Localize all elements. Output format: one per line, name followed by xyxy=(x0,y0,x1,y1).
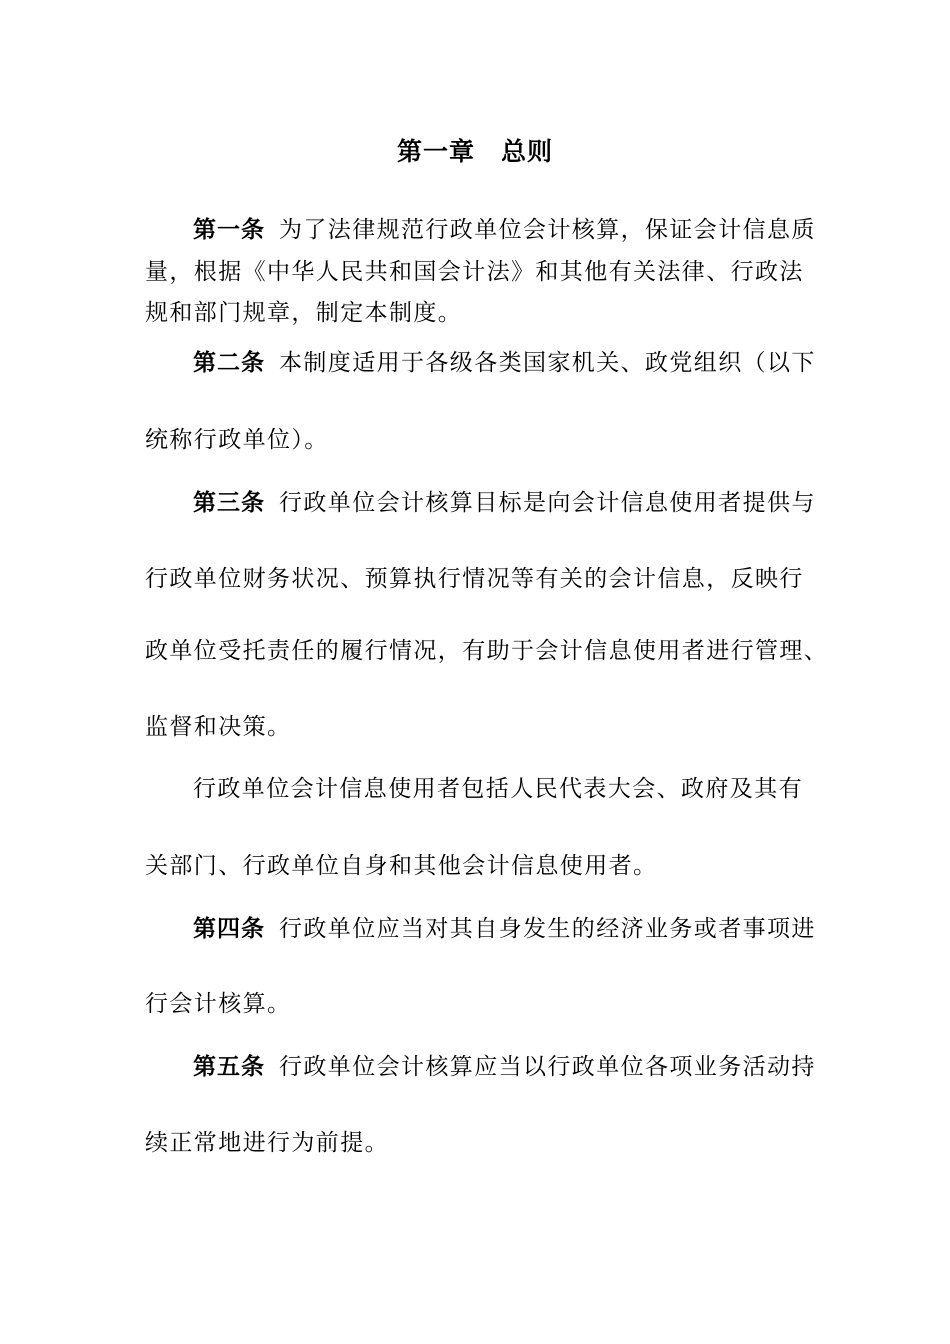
chapter-name: 总则 xyxy=(501,137,554,166)
article-3-line-4: 监督和决策。 xyxy=(145,714,292,740)
article-1-label: 第一条 xyxy=(193,217,265,243)
article-1-line-2: 量，根据《中华人民共和国会计法》和其他有关法律、行政法 xyxy=(145,259,804,285)
article-4-line-2: 行会计核算。 xyxy=(145,991,292,1017)
article-3-text-1: 行政单位会计核算目标是向会计信息使用者提供与 xyxy=(279,490,816,516)
article-3-line-2: 行政单位财务状况、预算执行情况等有关的会计信息，反映行 xyxy=(145,566,804,592)
article-3-paragraph-2-line-2: 关部门、行政单位自身和其他会计信息使用者。 xyxy=(145,853,658,879)
article-5-line-2: 续正常地进行为前提。 xyxy=(145,1130,389,1156)
article-5-line-1 xyxy=(193,1050,873,1084)
article-2-line-1 xyxy=(193,346,873,380)
chapter-number: 第一章 xyxy=(396,137,475,166)
article-4-line-1 xyxy=(193,912,873,946)
article-3-line-3: 政单位受托责任的履行情况，有助于会计信息使用者进行管理、 xyxy=(145,638,829,664)
article-5-text-1: 行政单位会计核算应当以行政单位各项业务活动持 xyxy=(279,1054,816,1080)
article-4-text-1: 行政单位应当对其自身发生的经济业务或者事项进 xyxy=(279,916,816,942)
article-2-label: 第二条 xyxy=(193,350,265,376)
article-3-line-1 xyxy=(193,486,873,520)
chapter-title xyxy=(0,134,950,170)
article-1-line-3: 规和部门规章，制定本制度。 xyxy=(145,300,463,326)
article-3-label: 第三条 xyxy=(193,490,265,516)
article-4-label: 第四条 xyxy=(193,916,265,942)
article-2-text-1: 本制度适用于各级各类国家机关、政党组织（以下 xyxy=(279,350,816,376)
article-2-line-2: 统称行政单位）。 xyxy=(145,427,329,453)
article-3-paragraph-2-line-1: 行政单位会计信息使用者包括人民代表大会、政府及其有 xyxy=(193,776,803,802)
article-5-label: 第五条 xyxy=(193,1054,265,1080)
article-1-text-1: 为了法律规范行政单位会计核算，保证会计信息质 xyxy=(279,217,816,243)
article-1-line-1 xyxy=(193,213,873,247)
